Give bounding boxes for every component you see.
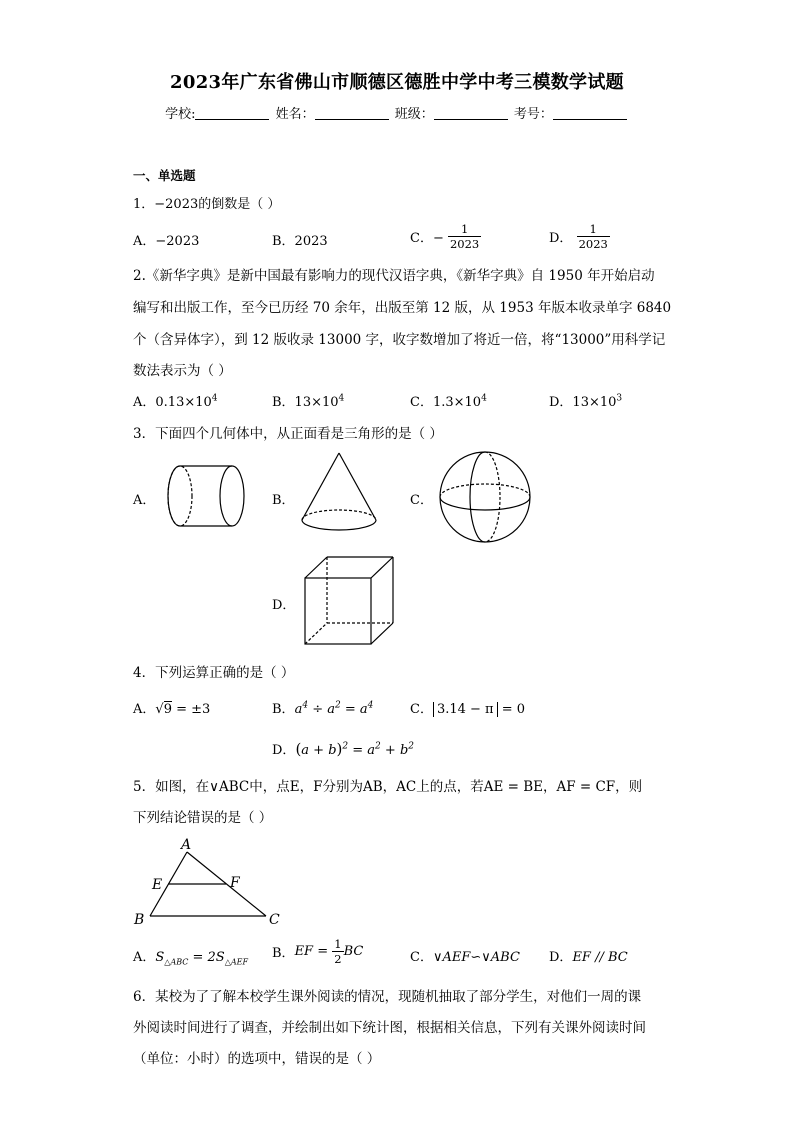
- q2-option-d-base: D．13×10: [549, 395, 617, 410]
- q5-option-a: [133, 946, 248, 967]
- triangle-figure: [128, 834, 298, 934]
- section-heading: 一、单选题: [133, 168, 196, 183]
- q6-line-2: 外阅读时间进行了调查，并绘制出如下统计图，根据相关信息，下列有关课外阅读时间: [133, 1020, 646, 1036]
- q4-option-c-rhs: = 0: [501, 702, 526, 717]
- q2-option-a: [133, 391, 218, 410]
- name-label: 姓名：: [275, 107, 315, 122]
- abs-value-bars: [433, 702, 498, 717]
- q2-option-d-exponent: 3: [616, 393, 623, 404]
- class-label: 班级：: [394, 107, 434, 122]
- q5-option-d-label: D．: [549, 950, 573, 965]
- q4-option-b: [272, 698, 373, 717]
- q4-option-d-expression: $(a + b)^2 = a^2 + b^2$: [295, 740, 414, 758]
- point-f-label: F: [230, 875, 240, 891]
- cube-figure: [302, 554, 396, 648]
- cone-left-edge: [302, 453, 339, 520]
- q6-line-1: 6．某校为了了解本校学生课外阅读的情况，现随机抽取了部分学生，对他们一周的课: [133, 989, 642, 1005]
- point-a-label: A: [181, 837, 192, 853]
- q5-option-d: [549, 946, 628, 965]
- q1-option-d-label: D．: [549, 231, 573, 246]
- cone-back-arc: [302, 510, 376, 520]
- q5-option-b-fraction: [332, 937, 343, 966]
- q3-option-a-label: A．: [133, 493, 156, 508]
- q3-stem: 3．下面四个几何体中，从正面看是三角形的是（ ）: [133, 426, 443, 442]
- cone-figure: [296, 450, 382, 540]
- q2-option-c-base: C．1.3×10: [410, 395, 482, 410]
- cylinder-front-ellipse: [220, 466, 244, 526]
- sphere-meridian-back: [485, 452, 500, 542]
- point-b-label: B: [134, 912, 145, 928]
- fraction-denominator: 2023: [578, 237, 608, 251]
- cone-front-arc: [302, 520, 376, 530]
- fraction-numerator: 1: [334, 937, 342, 951]
- q4-option-a-expression: 9 = ±3: [163, 702, 211, 717]
- sqrt-sign: √: [155, 702, 163, 717]
- sqrt-bar: [164, 701, 172, 702]
- q4-option-c-label: C．: [410, 702, 433, 717]
- q1-option-c-fraction: [448, 222, 481, 251]
- point-c-label: C: [269, 912, 280, 928]
- q2-line-2: 编写和出版工作，至今已历经 70 余年，出版至第 12 版，从 1953 年版本收录单字 6840: [133, 300, 672, 316]
- q4-stem: 4．下列运算正确的是（ ）: [133, 665, 295, 681]
- page-title: 2023年广东省佛山市顺德区德胜中学中考三模数学试题: [170, 72, 624, 93]
- q2-line-3: 个（含异体字），到 12 版收录 13000 字，收字数增加了将近一倍，将“13000”用科学记: [133, 332, 666, 348]
- point-e-label: E: [152, 877, 163, 893]
- q5-option-c-label: C．: [410, 950, 433, 965]
- q4-option-b-label: B．: [272, 702, 295, 717]
- q5-option-b: [272, 937, 363, 966]
- cylinder-figure: [160, 462, 250, 532]
- q5-option-a-middle: = 2S: [188, 950, 225, 965]
- q2-option-a-base: A．0.13×10: [133, 395, 212, 410]
- q5-option-d-expression: EF // BC: [572, 950, 628, 965]
- q2-option-b: [272, 391, 344, 410]
- q1-option-c-label: C．−: [410, 231, 444, 246]
- exam-number-label: 考号：: [513, 107, 553, 122]
- q1-option-c: [410, 222, 481, 251]
- q6-line-3: （单位：小时）的选项中，错误的是（ ）: [133, 1051, 381, 1067]
- q4-option-a-label: A．: [133, 702, 156, 717]
- cube-front-face: [305, 578, 371, 644]
- q2-line-4: 数法表示为（ ）: [133, 363, 232, 379]
- school-label: 学校:: [165, 107, 196, 122]
- q2-option-a-exponent: 4: [211, 393, 218, 404]
- q5-line-2: 下列结论错误的是（ ）: [133, 810, 273, 826]
- q4-option-c-expression: 3.14 − π: [436, 702, 494, 717]
- fraction-numerator: 1: [460, 222, 469, 236]
- q4-option-b-expression: $a^4 \div a^2 = a^4$: [294, 700, 374, 717]
- sphere-equator-back: [440, 484, 530, 497]
- school-blank[interactable]: [195, 107, 269, 120]
- sphere-figure: [436, 448, 534, 546]
- q3-option-b-label: B．: [272, 493, 295, 508]
- cylinder-left-arc: [168, 466, 180, 526]
- q1-option-d-fraction: [577, 222, 610, 251]
- q4-option-d: [272, 739, 414, 758]
- q4-option-c: [410, 698, 525, 717]
- fraction-denominator: 2023: [449, 237, 480, 251]
- q2-option-d: [549, 391, 622, 410]
- q2-line-1: 2.《新华字典》是新中国最有影响力的现代汉语字典，《新华字典》自 1950 年开始启动: [133, 268, 655, 284]
- q5-option-b-label: B．: [272, 946, 295, 961]
- q5-option-c: [410, 946, 520, 965]
- q5-line-1: 5．如图，在∨ABC中，点E，F分别为AB，AC上的点，若AE = BE，AF = CF，则: [133, 779, 643, 795]
- cube-edge-top-left: [305, 557, 327, 578]
- subscript-aef: △AEF: [224, 957, 249, 967]
- q4-option-a: [133, 698, 210, 717]
- q4-option-d-label: D．: [272, 743, 296, 758]
- sphere-equator-front: [440, 497, 530, 510]
- q2-option-c-exponent: 4: [481, 393, 487, 404]
- fraction-denominator: 2: [334, 952, 342, 966]
- q5-option-b-lhs: EF =: [294, 944, 333, 959]
- q1-option-a: A．−2023: [133, 234, 200, 249]
- q1-stem: 1．−2023的倒数是（ ）: [133, 197, 281, 212]
- cube-edge-top-right: [371, 557, 393, 578]
- cube-hidden-diagonal: [305, 623, 327, 644]
- student-info-row: [0, 103, 794, 122]
- sphere-meridian-front: [470, 452, 485, 542]
- q3-option-d-label: D．: [272, 598, 296, 613]
- q2-option-b-base: B．13×10: [272, 395, 339, 410]
- sphere-outline: [440, 452, 530, 542]
- fraction-numerator: 1: [589, 222, 597, 236]
- exam-number-blank[interactable]: [553, 107, 627, 120]
- cube-edge-bottom-right: [371, 623, 393, 644]
- q1-option-b: B．2023: [272, 234, 328, 249]
- q5-option-b-rhs: BC: [343, 944, 364, 959]
- q3-option-c-label: C．: [410, 493, 433, 508]
- subscript-abc: △ABC: [164, 957, 189, 967]
- q2-option-b-exponent: 4: [338, 393, 345, 404]
- q1-option-d: [549, 222, 610, 251]
- q2-option-c: [410, 391, 487, 410]
- area-symbol: S: [155, 950, 165, 965]
- q5-option-c-expression: ∨AEF∽∨ABC: [432, 950, 520, 965]
- class-blank[interactable]: [434, 107, 508, 120]
- name-blank[interactable]: [315, 107, 389, 120]
- q5-option-a-label: A．: [133, 950, 156, 965]
